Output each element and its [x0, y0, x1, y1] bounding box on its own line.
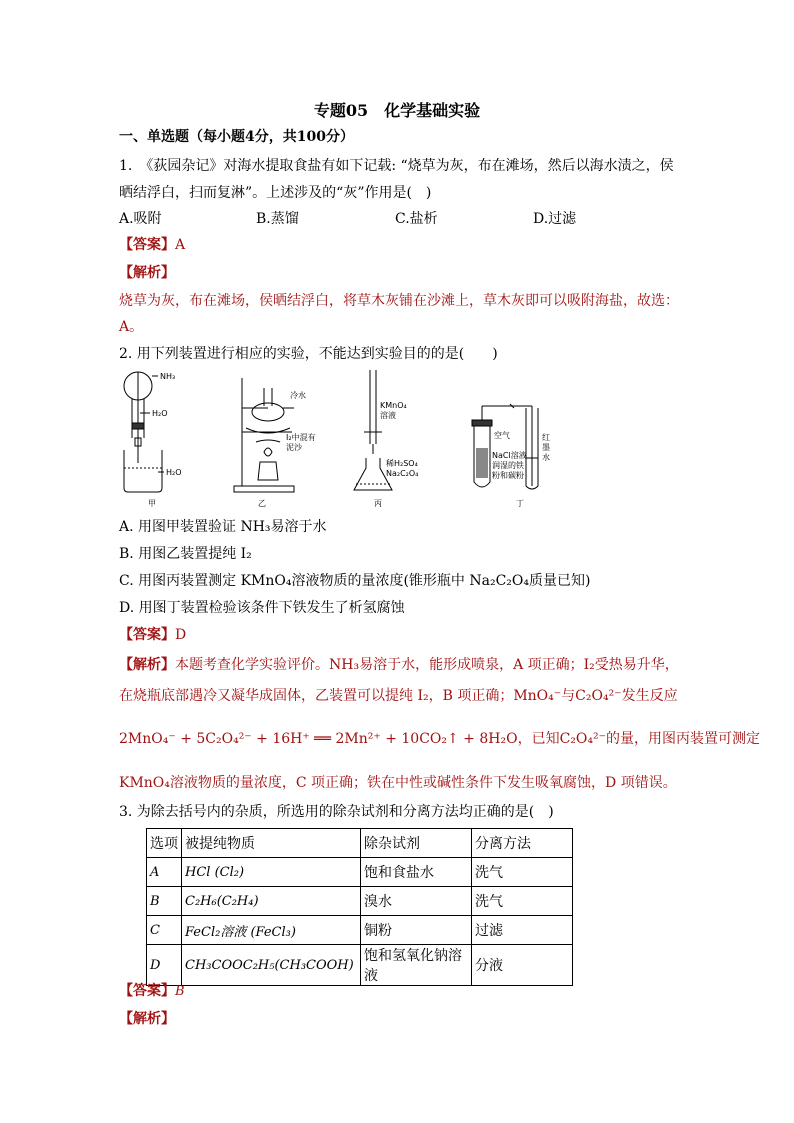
q2-analysis-line1: [119, 656, 679, 674]
label-yi: 乙: [258, 499, 266, 508]
table-header-row: [147, 829, 573, 858]
q1-stem-line1: 1. 《荻园杂记》对海水提取食盐有如下记载: “烧草为灰，布在滩场，然后以海水渍之，侯: [119, 158, 674, 174]
page-title: 专题05 化学基础实验: [313, 101, 481, 120]
table-header-cell: 分离方法: [472, 829, 573, 858]
q1-option-c: C.盐析: [395, 211, 438, 227]
table-cell: A: [147, 858, 182, 887]
label-cold-water: 冷水: [290, 391, 306, 400]
label-jia: 甲: [148, 499, 156, 508]
apparatus-diagram: [118, 368, 578, 516]
q1-option-a: A.吸附: [119, 211, 162, 227]
table-row: [147, 945, 573, 986]
q3-answer: [119, 982, 185, 1001]
table-cell: C₂H₆(C₂H₄): [182, 887, 361, 916]
answer-value: D: [175, 627, 187, 643]
answer-value: B: [175, 984, 185, 999]
q2-option-a: A. 用图甲装置验证 NH₃易溶于水: [119, 519, 327, 535]
table-row: [147, 916, 573, 945]
table-cell: B: [147, 887, 182, 916]
analysis-text: 本题考查化学实验评价。NH₃易溶于水，能形成喷泉，A 项正确；I₂受热易升华，: [175, 657, 679, 673]
apparatus-yi: [234, 378, 294, 492]
q3-analysis-label: 【解析】: [119, 1011, 175, 1027]
table-header-cell: 被提纯物质: [182, 829, 361, 858]
q1-analysis-label: 【解析】: [119, 265, 175, 281]
q1-analysis-line1: 烧草为灰，布在滩场，侯晒结浮白，将草木灰铺在沙滩上，草木灰即可以吸附海盐，故选：: [119, 293, 679, 309]
q3-table: [146, 828, 573, 986]
table-cell: C: [147, 916, 182, 945]
label-h2o-top: H₂O: [152, 409, 168, 418]
label-nacl-3: 粉和碳粉: [492, 471, 524, 480]
table-cell: 过滤: [472, 916, 573, 945]
answer-label: 【答案】: [119, 627, 175, 643]
table-cell: 饱和食盐水: [361, 858, 472, 887]
label-nh3: NH₃: [160, 372, 176, 381]
table-header-cell: 选项: [147, 829, 182, 858]
label-red-2: 墨: [542, 443, 550, 452]
label-red-3: 水: [542, 453, 550, 462]
q1-option-d: D.过滤: [533, 211, 577, 227]
label-h2so4: 稀H₂SO₄: [386, 459, 418, 468]
table-cell: 洗气: [472, 887, 573, 916]
table-cell: CH₃COOC₂H₅(CH₃COOH): [182, 945, 361, 986]
q1-analysis-line2: A。: [119, 319, 144, 335]
q1-option-b: B.蒸馏: [256, 211, 299, 227]
q2-option-d: D. 用图丁装置检验该条件下铁发生了析氢腐蚀: [119, 600, 405, 616]
answer-label: 【答案】: [119, 983, 175, 999]
label-ding: 丁: [516, 499, 524, 508]
table-cell: D: [147, 945, 182, 986]
q2-option-c: C. 用图丙装置测定 KMnO₄溶液物质的量浓度(锥形瓶中 Na₂C₂O₄质量已知): [119, 573, 591, 589]
analysis-label: 【解析】: [119, 657, 175, 673]
table-header-cell: 除杂试剂: [361, 829, 472, 858]
table-cell: 分液: [472, 945, 573, 986]
label-i2-sand-2: 泥沙: [286, 443, 302, 452]
apparatus-jia: [124, 372, 164, 492]
table-cell: FeCl₂溶液 (FeCl₃): [182, 916, 361, 945]
label-kmno4-2: 溶液: [380, 411, 396, 420]
label-bing: 丙: [374, 499, 382, 508]
label-air: 空气: [494, 431, 510, 440]
table-row: [147, 858, 573, 887]
apparatus-figure: [118, 368, 578, 516]
label-red-1: 红: [542, 433, 550, 442]
table-cell: HCl (Cl₂): [182, 858, 361, 887]
q2-analysis-line2: 在烧瓶底部遇冷又凝华成固体，乙装置可以提纯 I₂，B 项正确；MnO₄⁻与C₂O₄²⁻发生反应: [119, 688, 678, 704]
label-nacl-2: 润湿的铁: [492, 461, 524, 470]
q2-equation: 2MnO₄⁻ + 5C₂O₄²⁻ + 16H⁺ ══ 2Mn²⁺ + 10CO₂↑ + 8H₂O，已知C₂O₄²⁻的量，用图丙装置可测定: [119, 731, 760, 747]
label-i2-sand-1: I₂中混有: [286, 433, 316, 442]
table-cell: 铜粉: [361, 916, 472, 945]
q2-analysis-line3: KMnO₄溶液物质的量浓度，C 项正确；铁在中性或碱性条件下发生吸氧腐蚀，D 项错误。: [119, 775, 677, 791]
table-row: [147, 887, 573, 916]
table-cell: 饱和氢氧化钠溶液: [361, 945, 472, 986]
table-cell: 洗气: [472, 858, 573, 887]
q1-answer: [119, 236, 185, 254]
label-na2c2o4: Na₂C₂O₄: [386, 469, 419, 478]
label-h2o-bottom: H₂O: [166, 468, 182, 477]
q1-stem-line2: 晒结浮白，扫而复淋”。上述涉及的“灰”作用是( ): [119, 185, 432, 201]
label-nacl-1: NaCl溶液: [492, 451, 527, 460]
q3-stem: 3. 为除去括号内的杂质，所选用的除杂试剂和分离方法均正确的是( ): [119, 804, 554, 820]
q2-answer: [119, 626, 186, 644]
answer-label: 【答案】: [119, 237, 175, 253]
label-kmno4-1: KMnO₄: [380, 401, 407, 410]
q2-option-b: B. 用图乙装置提纯 I₂: [119, 546, 252, 562]
q2-stem: 2. 用下列装置进行相应的实验，不能达到实验目的的是( ): [119, 346, 498, 362]
section-heading: 一、单选题（每小题4分，共100分）: [119, 129, 354, 145]
table-cell: 溴水: [361, 887, 472, 916]
answer-value: A: [175, 237, 186, 253]
